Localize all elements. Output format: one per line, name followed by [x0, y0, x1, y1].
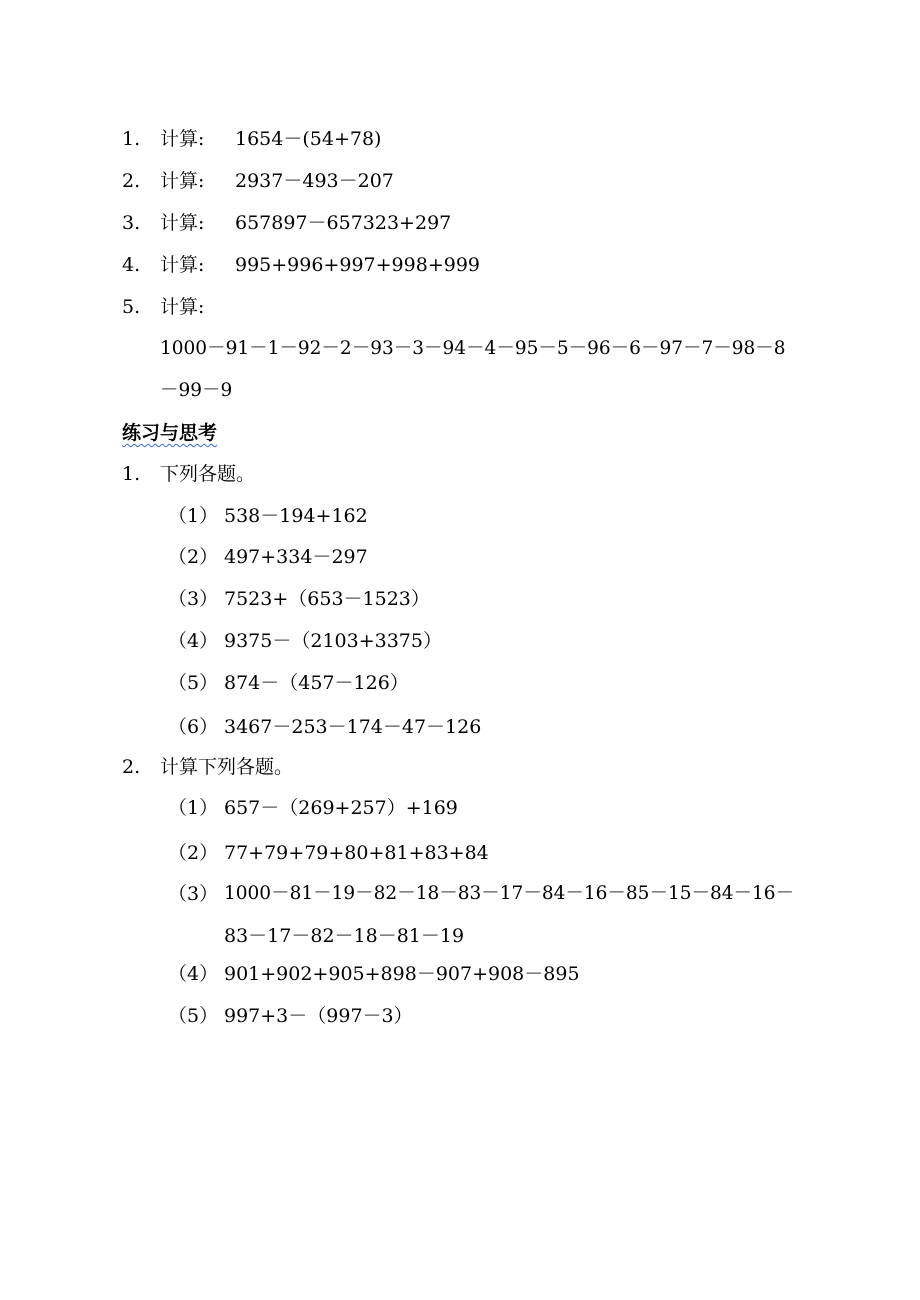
item-index: （6） — [168, 716, 219, 738]
example-number: 3. — [122, 212, 141, 234]
item-expression: 3467－253－174－47－126 — [224, 716, 482, 738]
item-expression: 901+902+905+898－907+908－895 — [224, 963, 580, 985]
exercise-number: 2. — [122, 756, 141, 778]
example-label: 计算: — [160, 170, 205, 192]
item-expression: 1000－81－19－82－18－83－17－84－16－85－15－84－16－ — [224, 883, 795, 904]
item-index: （5） — [168, 1005, 219, 1027]
item-expression: 497+334－297 — [224, 546, 368, 568]
example-5-expression-line1: 1000－91－1－92－2－93－3－94－4－95－5－96－6－97－7－98－8 — [160, 338, 786, 359]
example-number: 1. — [122, 128, 141, 150]
item-expression: 874－（457－126） — [224, 672, 409, 694]
example-5-expression-line2: －99－9 — [160, 380, 233, 401]
example-number: 2. — [122, 170, 141, 192]
item-index: （1） — [168, 797, 219, 819]
item-expression: 657－（269+257）+169 — [224, 797, 458, 819]
example-expression: 2937－493－207 — [235, 170, 394, 192]
item-index: （1） — [168, 505, 219, 527]
item-expression: 7523+（653－1523） — [224, 588, 430, 610]
example-label: 计算: — [160, 128, 205, 150]
example-expression: 995+996+997+998+999 — [235, 254, 481, 276]
item-expression: 77+79+79+80+81+83+84 — [224, 842, 489, 864]
exercise-prompt: 下列各题。 — [160, 463, 256, 485]
item-index: （5） — [168, 672, 219, 694]
item-index: （2） — [168, 546, 219, 568]
exercise-number: 1. — [122, 463, 141, 485]
exercise-2-item-3-continued: 83－17－82－18－81－19 — [224, 925, 465, 947]
item-expression: 997+3－（997－3） — [224, 1005, 413, 1027]
example-label: 计算: — [160, 296, 205, 318]
example-label: 计算: — [160, 212, 205, 234]
example-expression: 1654－(54+78) — [235, 128, 382, 150]
exercise-prompt: 计算下列各题。 — [160, 756, 294, 778]
item-index: （4） — [168, 963, 219, 985]
example-label: 计算: — [160, 254, 205, 276]
example-number: 4. — [122, 254, 141, 276]
item-index: （4） — [168, 630, 219, 652]
item-expression: 9375－（2103+3375） — [224, 630, 442, 652]
item-expression: 538－194+162 — [224, 505, 368, 527]
item-index: （3） — [168, 588, 219, 610]
item-index: （2） — [168, 842, 219, 864]
item-index: （3） — [168, 883, 219, 905]
section-heading: 练习与思考 — [122, 422, 218, 444]
example-number: 5. — [122, 296, 141, 318]
example-expression: 657897－657323+297 — [235, 212, 452, 234]
